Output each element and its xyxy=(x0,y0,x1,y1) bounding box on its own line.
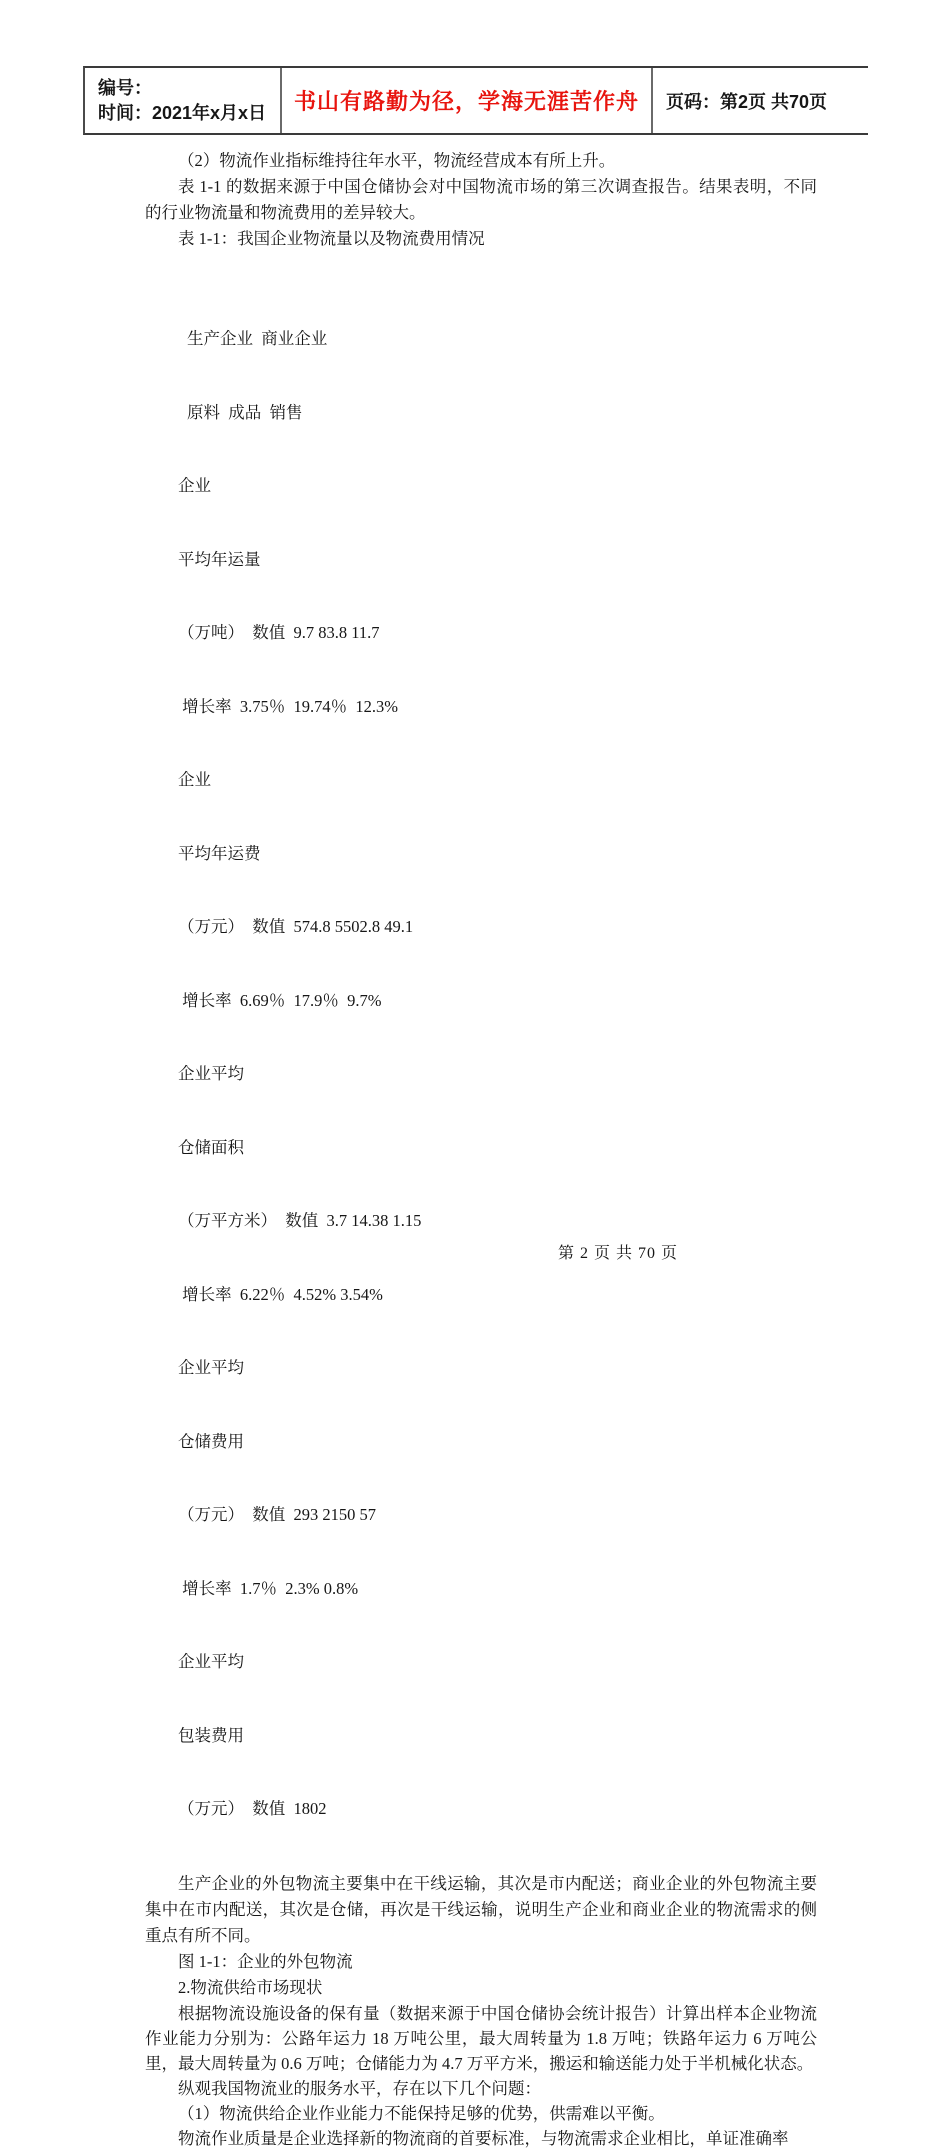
table-line: （万元） 数值 574.8 5502.8 49.1 xyxy=(178,917,414,936)
header-cell-meta xyxy=(85,68,282,133)
table-line: 平均年运量 xyxy=(178,549,261,569)
table-line: 增长率 1.7％ 2.3% 0.8% xyxy=(178,1578,359,1598)
table-line: 企业平均 xyxy=(178,1358,244,1377)
paragraph-outsourcing: 生产企业的外包物流主要集中在干线运输，其次是市内配送；商业企业的外包物流主要集中在市内配送，其次是仓储，再次是干线运输，说明生产企业和商业企业的物流需求的侧重点有所不同。 xyxy=(145,1873,817,1945)
header-cell-page xyxy=(653,68,868,133)
table-line: 企业 xyxy=(178,770,211,789)
table-line: 企业平均 xyxy=(178,1652,244,1671)
table-line: 生产企业 商业企业 xyxy=(187,329,328,348)
doc-date-label: 时间：2021年x月x日 xyxy=(98,103,267,123)
section-2-heading: 2.物流供给市场现状 xyxy=(178,1977,323,1997)
document-body xyxy=(145,148,817,2151)
header-page-info: 页码：第2页 共70页 xyxy=(666,91,828,112)
header-motto-text: 书山有路勤为径，学海无涯苦作舟 xyxy=(293,89,639,114)
table-1-1-title: 表 1-1：我国企业物流量以及物流费用情况 xyxy=(178,229,485,248)
table-line: 包装费用 xyxy=(178,1725,244,1745)
table-line: （万吨） 数值 9.7 83.8 11.7 xyxy=(178,623,380,642)
paragraph-service-overview: 纵观我国物流业的服务水平，存在以下几个问题： xyxy=(178,2078,541,2098)
table-line: 企业 xyxy=(178,476,211,495)
table-1-1-text-block xyxy=(145,278,817,1871)
paragraph-quality: 物流作业质量是企业选择新的物流商的首要标准，与物流需求企业相比，单证准确率 xyxy=(178,2128,789,2148)
table-line: 企业平均 xyxy=(178,1064,244,1083)
table-line: 增长率 6.22％ 4.52% 3.54% xyxy=(178,1284,383,1304)
table-line: 增长率 6.69％ 17.9％ 9.7% xyxy=(178,990,382,1010)
table-line: 原料 成品 销售 xyxy=(187,402,303,422)
paragraph-intro: （2）物流作业指标维持往年水平，物流经营成本有所上升。 xyxy=(178,151,616,170)
header-table xyxy=(83,66,868,135)
paragraph-supply-capacity: 根据物流设施设备的保有量（数据来源于中国仓储协会统计报告）计算出样本企业物流作业能力分别为：公路年运力 18 万吨公里，最大周转量为 1.8 万吨；铁路年运力 6 万吨公里，最大周转量为 0.6 万吨；仓储能力为 4.7 万平方米，搬运和输送能力处于半机械化状态。 xyxy=(145,2003,817,2073)
table-line: 增长率 3.75％ 19.74％ 12.3% xyxy=(178,696,398,716)
header-cell-motto xyxy=(282,68,653,133)
table-line: 仓储费用 xyxy=(178,1431,244,1451)
table-line: （万平方米） 数值 3.7 14.38 1.15 xyxy=(178,1211,422,1230)
figure-1-1-caption: 图 1-1：企业的外包物流 xyxy=(178,1951,353,1971)
doc-number-label: 编号： xyxy=(98,78,152,98)
paragraph-table-source: 表 1-1 的数据来源于中国仓储协会对中国物流市场的第三次调查报告。结果表明，不同的行业物流量和物流费用的差异较大。 xyxy=(145,177,817,222)
paragraph-problem-1: （1）物流供给企业作业能力不能保持足够的优势，供需难以平衡。 xyxy=(178,2103,665,2123)
table-line: （万元） 数值 1802 xyxy=(178,1799,327,1818)
footer-page-number: 第 2 页 共 70 页 xyxy=(558,1245,679,1262)
table-line: 仓储面积 xyxy=(178,1137,244,1157)
table-line: （万元） 数值 293 2150 57 xyxy=(178,1505,376,1524)
table-line: 平均年运费 xyxy=(178,843,261,863)
